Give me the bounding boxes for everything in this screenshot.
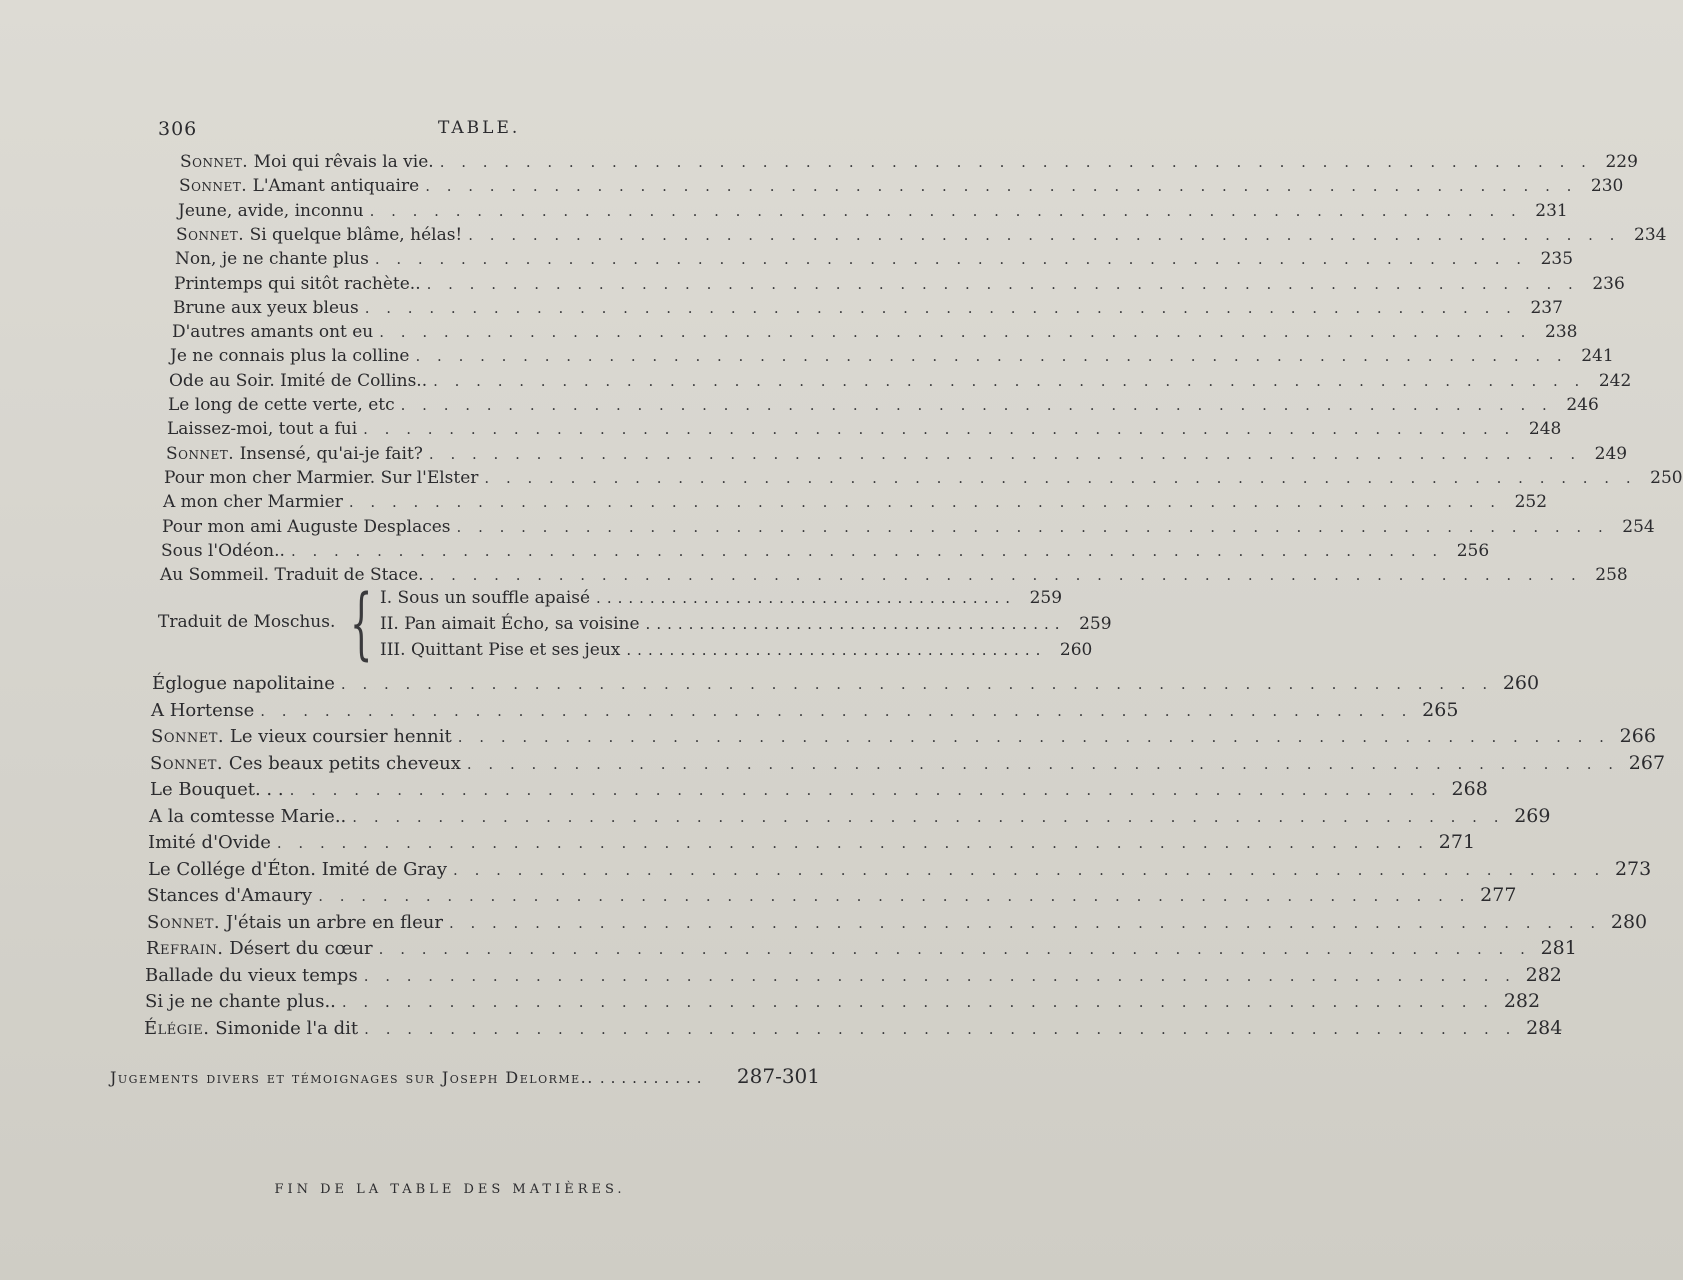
entry-title-text: J'étais un arbre en fleur: [225, 911, 443, 933]
entry-title: [162, 517, 451, 537]
entry-page: 282: [1503, 990, 1541, 1012]
entry-page: 246: [1566, 395, 1599, 415]
entry-page: 269: [1514, 804, 1551, 827]
entry-page: 252: [1514, 492, 1548, 513]
dot-leader: .......................................: [626, 641, 1047, 659]
list-item: [174, 273, 1625, 294]
page-header: [158, 118, 818, 146]
entry-page: 258: [1595, 565, 1628, 586]
entry-title-text: Laissez-moi, tout a fui: [167, 419, 358, 440]
dot-leader: . . . . . . . . . . . . . . . . . . . . . . . . . . . . . . . . . . . . . . . . . . . . . . . . . . . . . .: [363, 966, 1516, 985]
list-item: [151, 698, 1459, 721]
list-item: [170, 346, 1614, 367]
list-item: [179, 176, 1624, 197]
entry-title: [148, 832, 271, 853]
dot-leader: . . . . . . . . . . . . . . . . . . . . . . . . . . . . . . . . . . . . . . . . . . . . . . . . . . . . . .: [318, 887, 1471, 905]
entry-page: 260: [1059, 640, 1093, 660]
entry-title: [161, 541, 285, 561]
entry-page: 268: [1451, 778, 1488, 800]
list-item: [152, 672, 1540, 694]
dot-leader: . . . . . . . . . . . . . . . . . . . . . . . . . . . . . . . . . . . . . . . . . . . . . . . . . . . . . .: [364, 298, 1517, 317]
entry-prefix: Sonnet.: [151, 726, 225, 747]
entry-title: [150, 779, 284, 800]
entry-title-text: Le Collége d'Éton. Imité de Gray: [148, 858, 448, 880]
entry-title-text: Ballade du vieux temps: [145, 964, 358, 986]
entry-title: [164, 468, 478, 488]
entry-prefix: Refrain.: [146, 938, 224, 959]
list-item: [178, 200, 1568, 221]
entry-title-text: Je ne connais plus la colline: [170, 346, 410, 367]
judgements-entry: [110, 1064, 820, 1088]
entry-page: 259: [1029, 588, 1063, 608]
dot-leader: . . . . . . . . . . . . . . . . . . . . . . . . . . . . . . . . . . . . . . . . . . . . . . . . . . . . . .: [484, 468, 1637, 487]
entry-title-text: Si quelque blâme, hélas!: [249, 224, 463, 245]
entry-page: 271: [1438, 831, 1476, 853]
entry-title-text: A la comtesse Marie..: [149, 805, 347, 827]
list-item: [145, 963, 1562, 986]
entry-page: 259: [1079, 614, 1112, 634]
entry-title-text: Églogue napolitaine: [152, 673, 335, 694]
entry-page: 256: [1456, 540, 1490, 561]
entry-title: [166, 444, 423, 464]
dot-leader: . . . . . . . . . . . . . . . . . . . . . . . . . . . . . . . . . . . . . . . . . . . . . . . . . . . . . .: [457, 728, 1610, 746]
dot-leader: . . . . . . . . . . . . . . . . . . . . . . . . . . . . . . . . . . . . . . . . . . . . . . . . . . . . . .: [352, 807, 1505, 826]
entry-title-text: Stances d'Amaury: [147, 885, 313, 906]
entry-title-text: D'autres amants ont eu: [172, 322, 374, 343]
list-item: [145, 990, 1541, 1012]
list-item: [150, 751, 1666, 774]
dot-leader: . . . . . . . . . . . . . . . . . . . . . . . . . . . . . . . . . . . . . . . . . . . . . . . . . . . . . .: [400, 396, 1553, 414]
dot-leader: .......................................: [645, 615, 1066, 633]
list-item: [146, 937, 1577, 959]
entry-title: [173, 298, 359, 318]
entry-title-text: Imité d'Ovide: [148, 832, 271, 853]
list-item: [380, 588, 1063, 608]
entry-title-text: Le Bouquet. . .: [150, 779, 284, 800]
entry-page: 277: [1480, 884, 1517, 906]
entry-title-text: Printemps qui sitôt rachète..: [174, 273, 421, 294]
list-item: [147, 910, 1648, 933]
entry-title-text: Si je ne chante plus..: [145, 991, 336, 1012]
end-note: FIN DE LA TABLE DES MATIÈRES.: [274, 1182, 626, 1197]
entry-title-text: Le vieux coursier hennit: [229, 726, 452, 747]
entry-page: 254: [1622, 516, 1655, 537]
dot-leader: . . . . . . . . . . . . . . . . . . . . . . . . . . . . . . . . . . . . . . . . . . . . . . . . . . . . . .: [428, 444, 1582, 463]
entry-page: 284: [1526, 1016, 1563, 1039]
list-item: [167, 419, 1562, 440]
entry-page: 249: [1594, 443, 1628, 464]
entry-title: [178, 201, 364, 221]
entry-page: 250: [1650, 467, 1683, 488]
entry-page: 282: [1525, 963, 1562, 986]
dot-leader: . . . . . . . . . . . . . . . . . . . . . . . . . . . . . . . . . . . . . . . . . . . . . . . . . . . . . .: [348, 493, 1502, 512]
moschus-group: [158, 579, 1112, 672]
entry-page: 242: [1598, 370, 1632, 391]
list-item: [150, 778, 1488, 800]
dot-leader: . . . . . . . . . . . . . . . . . . . . . . . . . . . . . . . . . . . . . . . . . . . . . . . . . . . . . .: [369, 201, 1522, 220]
entry-page: 280: [1610, 910, 1648, 933]
entry-title-text: Ode au Soir. Imité de Collins..: [169, 370, 428, 391]
entry-prefix: Sonnet.: [166, 443, 235, 464]
entry-title: III. Quittant Pise et ses jeux: [380, 640, 621, 660]
entry-title: [163, 492, 343, 512]
dot-leader: . . . . . . . . . . . . . . . . . . . . . . . . . . . . . . . . . . . . . . . . . . . . . . . . . . . . . .: [433, 371, 1586, 390]
entry-title: [147, 912, 443, 933]
list-item: [149, 804, 1551, 827]
dot-leader: . . . . . . . . . . . . . . . . . . . . . . . . . . . . . . . . . . . . . . . . . . . . . . . . . . . . . .: [378, 940, 1531, 958]
list-item: [169, 370, 1632, 391]
entry-title: [167, 419, 357, 439]
dot-leader: . . . . . . . . . . . . . . . . . . . . . . . . . . . . . . . . . . . . . . . . . . . . . . . . . . . . . .: [290, 541, 1444, 560]
entry-title: II. Pan aimait Écho, sa voisine: [380, 614, 640, 634]
list-item: [164, 467, 1683, 488]
dot-leader: . . . . . . . . . . . . . . . . . . . . . . . . . . . . . . . . . . . . . . . . . . . . . . . . . . . . . .: [364, 1019, 1517, 1038]
dot-leader: . . . . . . . . . . . . . . . . . . . . . . . . . . . . . . . . . . . . . . . . . . . . . . . . . . . . . .: [426, 274, 1579, 293]
entry-prefix: Sonnet.: [180, 152, 249, 172]
list-item: [176, 224, 1667, 245]
dot-leader: . . . . . . . . . . . . . . . . . . . . . . . . . . . . . . . . . . . . . . . . . . . . . . . . . . . . . .: [456, 517, 1609, 536]
entry-title: [148, 859, 447, 880]
entry-title-text: Pour mon ami Auguste Desplaces: [162, 516, 451, 537]
brace-symbol: {: [350, 579, 373, 669]
dot-leader: . . . . . . . . . . . . . . . . . . . . . . . . . . . . . . . . . . . . . . . . . . . . . . . . . . . . . .: [439, 153, 1592, 171]
entry-title-text: A mon cher Marmier: [163, 492, 343, 513]
dot-leader: . . . . . . . . . . . . . . . . . . . . . . . . . . . . . . . . . . . . . . . . . . . . . . . . . . . . . .: [425, 177, 1578, 196]
entry-title-text: L'Amant antiquaire: [252, 176, 420, 197]
entry-page: 273: [1614, 857, 1652, 880]
entry-page: 260: [1502, 672, 1540, 694]
entry-title-text: Le long de cette verte, etc: [168, 395, 395, 415]
list-item: [175, 249, 1574, 270]
entry-title: [176, 225, 462, 245]
entry-page: 229: [1605, 152, 1638, 172]
entry-page: 230: [1590, 176, 1624, 197]
entry-title: [174, 274, 421, 294]
entry-title: [152, 673, 335, 694]
list-item: [144, 1016, 1563, 1039]
entry-title-text: Sous l'Odéon..: [161, 540, 285, 561]
entry-title: [151, 726, 452, 747]
entry-title-text: Moi qui rêvais la vie.: [253, 152, 434, 172]
entry-page: 237: [1530, 297, 1563, 318]
dot-leader: . . . . . . . . . . . . . . . . . . . . . . . . . . . . . . . . . . . . . . . . . . . . . . . . . . . . . .: [415, 347, 1568, 366]
entry-prefix: Sonnet.: [179, 176, 248, 197]
entry-title-text: Brune aux yeux bleus: [173, 297, 359, 318]
dot-leader: . . . . . . . . . . . . . . . . . . . . . . . . . . . . . . . . . . . . . . . . . . . . . . . . . . . . . .: [379, 323, 1532, 342]
entry-page: 236: [1592, 273, 1625, 294]
entry-title: [150, 753, 461, 774]
list-item: [380, 640, 1093, 660]
dot-leader: . . . . . . . . . . . . . . . . . . . . . . . . . . . . . . . . . . . . . . . . . . . . . . . . . . . . . .: [341, 993, 1495, 1011]
entry-title: [179, 176, 419, 196]
entry-title: [149, 806, 346, 827]
entry-title-text: Jeune, avide, inconnu: [178, 200, 364, 221]
entry-page: 266: [1619, 725, 1656, 747]
dot-leader: . . . . . . . . . . . . . . . . . . . . . . . . . . . . . . . . . . . . . . . . . . . . . . . . . . . . . .: [340, 675, 1494, 693]
list-item: [168, 395, 1599, 415]
dot-leader: . . . . . . . . . . . . . . . . . . . . . . . . . . . . . . . . . . . . . . . . . . . . . . . . . . . . . .: [468, 225, 1621, 244]
entry-page: 248: [1528, 419, 1562, 440]
entry-prefix: Sonnet.: [176, 224, 245, 245]
entry-title-text: Simonide l'a dit: [215, 1017, 359, 1039]
entry-title: [145, 991, 336, 1012]
entry-page: 287-301: [736, 1064, 820, 1088]
moschus-label: Traduit de Moschus.: [158, 612, 336, 632]
entry-prefix: Sonnet.: [147, 911, 221, 933]
list-item: [163, 492, 1548, 513]
entry-title: [145, 965, 358, 986]
dot-leader: .......................................: [596, 589, 1017, 607]
entry-page: 281: [1540, 937, 1577, 959]
entry-title-text: Ces beaux petits cheveux: [228, 752, 461, 774]
page-number: 306: [158, 118, 198, 140]
list-item: [180, 152, 1638, 172]
entry-title-text: Au Sommeil. Traduit de Stace.: [160, 565, 424, 586]
entry-title: [172, 322, 373, 342]
entry-page: 267: [1628, 751, 1666, 774]
list-item: [148, 831, 1476, 853]
entry-title: I. Sous un souffle apaisé: [380, 588, 591, 608]
dot-leader: . . . . . . . . . . . . . . . . . . . . . . . . . . . . . . . . . . . . . . . . . . . . . . . . . . . . . .: [448, 913, 1602, 932]
list-item: [151, 725, 1656, 747]
dot-leader: . . . . . . . . . . . . . . . . . . . . . . . . . . . . . . . . . . . . . . . . . . . . . . . . . . . . . .: [429, 566, 1582, 585]
entry-title: [169, 371, 427, 391]
entry-title: [151, 700, 254, 721]
entry-title-text: Pour mon cher Marmier. Sur l'Elster: [164, 467, 479, 488]
entry-page: 231: [1535, 200, 1568, 221]
entry-page: 241: [1581, 346, 1614, 367]
list-item: [173, 297, 1563, 318]
entry-page: 238: [1545, 322, 1578, 343]
list-item: [147, 884, 1517, 906]
entry-prefix: Sonnet.: [150, 752, 224, 774]
entry-title: [147, 885, 312, 906]
entry-title: [170, 346, 410, 366]
entry-prefix: Élégie.: [144, 1017, 210, 1039]
entry-title: [144, 1018, 358, 1039]
list-item: [161, 540, 1490, 561]
entry-page: 265: [1422, 698, 1459, 721]
dot-leader: . . . . . . . . . . . . . . . . . . . . . . . . . . . . . . . . . . . . . . . . . . . . . . . . . . . . . .: [289, 781, 1442, 799]
list-item: [166, 443, 1628, 464]
entry-title: [175, 249, 369, 269]
entry-title: [146, 938, 373, 959]
entry-title-text: Insensé, qu'ai-je fait?: [239, 443, 423, 464]
entry-title-text: Désert du cœur: [229, 938, 373, 959]
dot-leader: . . . . . . . . . . . . . . . . . . . . . . . . . . . . . . . . . . . . . . . . . . . . . . . . . . . . . .: [260, 701, 1413, 720]
entry-title-text: Non, je ne chante plus: [175, 249, 369, 270]
list-item: [148, 857, 1652, 880]
dot-leader: ..........: [599, 1069, 708, 1087]
dot-leader: . . . . . . . . . . . . . . . . . . . . . . . . . . . . . . . . . . . . . . . . . . . . . . . . . . . . . .: [276, 834, 1430, 852]
dot-leader: . . . . . . . . . . . . . . . . . . . . . . . . . . . . . . . . . . . . . . . . . . . . . . . . . . . . . .: [453, 860, 1606, 879]
dot-leader: . . . . . . . . . . . . . . . . . . . . . . . . . . . . . . . . . . . . . . . . . . . . . . . . . . . . . .: [363, 420, 1516, 439]
dot-leader: . . . . . . . . . . . . . . . . . . . . . . . . . . . . . . . . . . . . . . . . . . . . . . . . . . . . . .: [374, 250, 1528, 269]
dot-leader: . . . . . . . . . . . . . . . . . . . . . . . . . . . . . . . . . . . . . . . . . . . . . . . . . . . . . .: [466, 754, 1620, 773]
list-item: [172, 322, 1578, 343]
entry-page: 235: [1540, 249, 1574, 270]
entry-page: 234: [1634, 224, 1667, 245]
list-item: [380, 614, 1112, 634]
entry-title: [180, 152, 434, 172]
entry-title: Jugements divers et témoignages sur Joseph Delorme..: [110, 1068, 594, 1087]
page-title: TABLE.: [438, 118, 521, 138]
entry-title-text: A Hortense: [151, 699, 255, 721]
entry-title: [168, 395, 395, 415]
list-item: [162, 516, 1655, 537]
